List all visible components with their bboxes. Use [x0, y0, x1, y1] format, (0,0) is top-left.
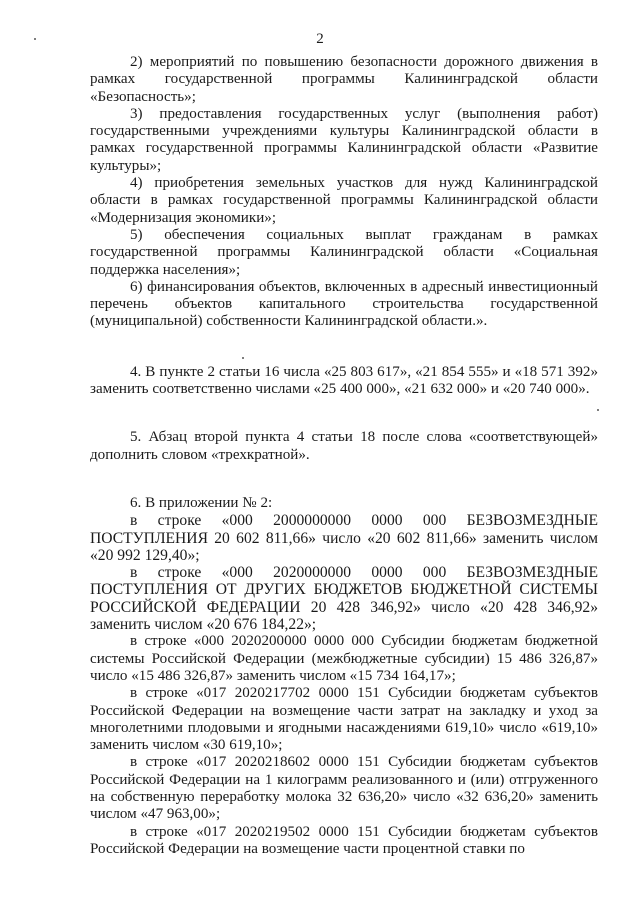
- section-6-heading: 6. В приложении № 2:: [130, 494, 273, 511]
- list-item: 3) предоставления государственных услуг (выполнения работ) государственными учреждениями культуры Калининградской области в рамках государственной программы Калининградской области «Развитие культуры»;: [90, 105, 598, 174]
- document-body: [90, 54, 598, 858]
- amendment-entry: в строке «000 2020000000 0000 000 БЕЗВОЗМЕЗДНЫЕ ПОСТУПЛЕНИЯ ОТ ДРУГИХ БЮДЖЕТОВ БЮДЖЕТНОЙ СИСТЕМЫ РОССИЙСКОЙ ФЕДЕРАЦИИ 20 428 346,92» число «20 428 346,92» заменить числом «20 676 184,22»;: [90, 564, 598, 634]
- list-item: 5) обеспечения социальных выплат гражданам в рамках государственной программы Калининградской области «Социальная поддержка населения»;: [90, 226, 598, 278]
- list-item: 4) приобретения земельных участков для нужд Калининградской области в рамках государственной программы Калининградской области «Модернизация экономики»;: [90, 175, 598, 226]
- list-item: 2) мероприятий по повышению безопасности дорожного движения в рамках государственной программы Калининградской области «Безопасность»;: [90, 54, 598, 105]
- scan-speck: [34, 38, 36, 40]
- amendment-entry: в строке «017 2020219502 0000 151 Субсидии бюджетам субъектов Российской Федерации на возмещение части процентной ставки по: [90, 823, 598, 857]
- amendment-entry: в строке «017 2020217702 0000 151 Субсидии бюджетам субъектов Российской Федерации на возмещение части затрат на закладку и уход за многолетними плодовыми и ягодными насаждениями 619,10» число «619,10» заменить числом «30 619,10»;: [90, 685, 598, 754]
- amendment-entry: в строке «017 2020218602 0000 151 Субсидии бюджетам субъектов Российской Федерации на 1 килограмм реализованного и (или) отгруженного на собственную переработку молока 32 636,20» число «32 636,20» заменить числом «47 963,00»;: [90, 754, 598, 823]
- amendment-entry: в строке «000 2020200000 0000 000 Субсидии бюджетам бюджетной системы Российской Федерации (межбюджетные субсидии) 15 486 326,87» число «15 486 326,87» заменить числом «15 734 164,17»;: [90, 633, 598, 684]
- page-number: 2: [316, 31, 324, 47]
- amendment-entry: в строке «000 2000000000 0000 000 БЕЗВОЗМЕЗДНЫЕ ПОСТУПЛЕНИЯ 20 602 811,66» число «20 602 811,66» заменить числом «20 992 129,40»;: [90, 512, 598, 564]
- list-item: 6) финансирования объектов, включенных в адресный инвестиционный перечень объектов капитального строительства государственной (муниципальной) собственности Калининградской области.».: [90, 278, 598, 330]
- section-4-paragraph: 4. В пункте 2 статьи 16 числа «25 803 617», «21 854 555» и «18 571 392» заменить соответственно числами «25 400 000», «21 632 000» и «20 740 000».: [90, 363, 598, 398]
- section-5-paragraph: 5. Абзац второй пункта 4 статьи 18 после слова «соответствующей» дополнить словом «трехкратной».: [90, 429, 598, 463]
